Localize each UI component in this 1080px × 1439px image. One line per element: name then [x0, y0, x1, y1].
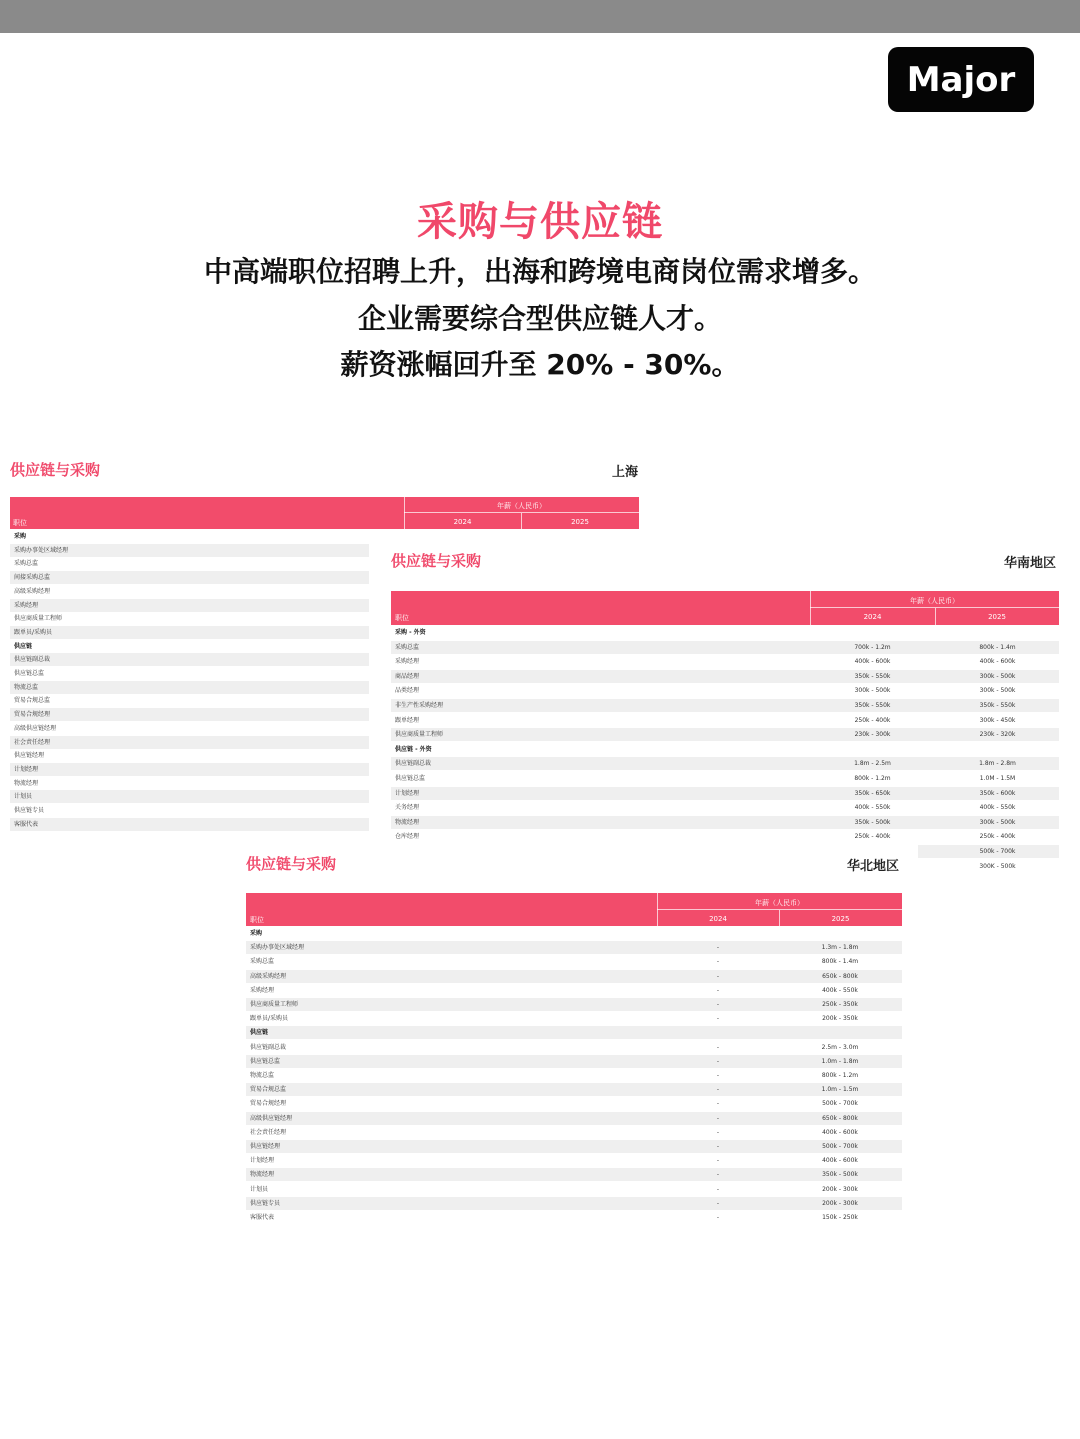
role-cell: 供应链副总裁 — [14, 656, 51, 664]
role-cell: 非生产性采购经理 — [395, 702, 444, 709]
salary-2024-cell: - — [716, 1128, 720, 1136]
table-row — [246, 1055, 902, 1068]
header-role: 职位 — [13, 519, 27, 527]
table-row — [246, 1211, 902, 1224]
table-row — [246, 1012, 902, 1025]
table-row — [246, 1126, 902, 1139]
table-row — [391, 801, 1059, 814]
table-row — [246, 1183, 902, 1196]
role-cell: 贸易合规总监 — [250, 1086, 287, 1094]
role-cell: 供应链总监 — [250, 1057, 281, 1065]
table-row — [10, 818, 369, 831]
table-row — [10, 708, 369, 721]
category-row — [391, 626, 1059, 639]
table-title: 供应链与采购 — [246, 855, 337, 873]
table-row — [391, 772, 1059, 785]
table-row — [391, 699, 1059, 712]
salary-2025-cell: 2.5m - 3.0m — [821, 1043, 859, 1051]
salary-2024-cell: - — [716, 1100, 720, 1108]
table-title: 供应链与采购 — [10, 461, 101, 479]
salary-2024-cell: - — [716, 1015, 720, 1023]
role-cell: 供应商质量工程师 — [250, 1001, 299, 1008]
role-cell: 高级供应链经理 — [250, 1114, 293, 1122]
table-row — [10, 790, 369, 803]
role-cell: 跟单员/采购员 — [250, 1015, 289, 1023]
salary-table-north-china — [228, 840, 918, 1235]
region-label: 华南地区 — [1004, 556, 1057, 571]
role-cell: 供应链经理 — [14, 752, 45, 760]
table-row — [246, 984, 902, 997]
salary-2024-cell: - — [716, 1057, 720, 1065]
salary-2024-cell: 250k - 400k — [854, 716, 891, 724]
category-row — [10, 530, 369, 543]
role-cell: 采购经理 — [250, 986, 275, 994]
table-row — [10, 722, 369, 735]
table-row — [10, 599, 369, 612]
salary-2025-cell: 1.0m - 1.8m — [821, 1057, 859, 1065]
salary-2025-cell: 200k - 350k — [822, 1015, 858, 1023]
table-row — [10, 585, 369, 598]
table-row — [10, 763, 369, 776]
role-cell: 供应链专员 — [250, 1199, 281, 1207]
salary-2024-cell: 350k - 550k — [854, 672, 891, 680]
salary-2024-cell: 350k - 550k — [854, 702, 891, 709]
salary-2024-cell: 400k - 600k — [854, 658, 891, 666]
table-row — [246, 1112, 902, 1125]
header-2024: 2024 — [709, 915, 727, 923]
salary-2024-cell: 1.8m - 2.5m — [854, 760, 891, 768]
salary-2025-cell: 300K - 500k — [979, 862, 1016, 870]
category-row — [246, 1026, 902, 1039]
role-cell: 采购经理 — [14, 601, 39, 609]
role-cell: 高级采购经理 — [14, 587, 51, 595]
role-cell: 高级供应链经理 — [14, 724, 57, 732]
major-logo: Major — [888, 47, 1034, 112]
salary-2024-cell: 300k - 500k — [854, 687, 891, 695]
role-cell: 计划经理 — [14, 765, 39, 773]
salary-2025-cell: 650k - 800k — [822, 972, 858, 980]
role-cell: 采购办事处区域经理 — [250, 944, 305, 952]
salary-2025-cell: 800k - 1.4m — [979, 643, 1016, 651]
salary-2024-cell: 400k - 550k — [854, 804, 891, 812]
table-row — [10, 681, 369, 694]
salary-2024-cell: - — [716, 1001, 720, 1008]
table-row — [10, 626, 369, 639]
headline-line-3: 薪资涨幅回升至 20% - 30%。 — [340, 348, 740, 381]
role-cell: 跟单员/采购员 — [14, 628, 53, 636]
table-row — [246, 1041, 902, 1054]
role-cell: 采购办事处区域经理 — [14, 546, 69, 554]
salary-2025-cell: 400k - 550k — [979, 804, 1016, 812]
role-cell: 采购经理 — [395, 658, 420, 666]
salary-2025-cell: 500k - 700k — [822, 1143, 858, 1150]
table-header — [246, 893, 902, 926]
table-row — [391, 787, 1059, 800]
role-cell: 计划经理 — [250, 1157, 275, 1165]
role-cell: 供应链 - 外资 — [395, 745, 432, 753]
salary-2024-cell: - — [716, 972, 720, 980]
role-cell: 供应商质量工程师 — [14, 615, 63, 623]
header-2025: 2025 — [988, 613, 1006, 621]
table-row — [246, 998, 902, 1011]
table-row — [391, 816, 1059, 829]
salary-2025-cell: 150k - 250k — [822, 1214, 858, 1221]
table-row — [10, 777, 369, 790]
role-cell: 客服代表 — [250, 1214, 275, 1221]
salary-2025-cell: 1.8m - 2.8m — [979, 760, 1016, 768]
salary-2024-cell: 250k - 400k — [854, 833, 891, 841]
table-row — [10, 667, 369, 680]
header-role: 职位 — [395, 614, 409, 622]
salary-2024-cell: - — [716, 1214, 720, 1221]
role-cell: 仓库经理 — [395, 833, 420, 841]
table-row — [10, 544, 369, 557]
header-2024: 2024 — [453, 518, 472, 526]
role-cell: 物流经理 — [14, 779, 39, 787]
salary-2025-cell: 400k - 600k — [822, 1157, 858, 1165]
role-cell: 关务经理 — [395, 804, 420, 812]
salary-2025-cell: 400k - 600k — [979, 658, 1016, 666]
salary-2024-cell: - — [716, 944, 720, 952]
salary-2025-cell: 650k - 800k — [822, 1114, 858, 1122]
salary-2025-cell: 300k - 450k — [979, 716, 1016, 724]
table-row — [246, 1168, 902, 1181]
role-cell: 社会责任经理 — [250, 1128, 287, 1136]
role-cell: 供应链专员 — [14, 807, 45, 814]
table-row — [391, 655, 1059, 668]
table-row — [10, 736, 369, 749]
table-row — [10, 653, 369, 666]
header-2024: 2024 — [863, 613, 882, 621]
role-cell: 供应商质量工程师 — [395, 731, 444, 739]
salary-2024-cell: - — [716, 1157, 720, 1165]
region-label: 上海 — [612, 465, 639, 480]
role-cell: 采购总监 — [14, 560, 39, 568]
table-row — [246, 941, 902, 954]
salary-2024-cell: - — [716, 1185, 720, 1193]
role-cell: 计划员 — [14, 793, 33, 801]
table-row — [246, 1083, 902, 1096]
salary-2024-cell: - — [716, 1072, 720, 1079]
role-cell: 贸易合规经理 — [14, 711, 51, 719]
salary-2025-cell: 500k - 700k — [822, 1100, 858, 1108]
headline-line-1: 中高端职位招聘上升，出海和跨境电商岗位需求增多。 — [203, 255, 876, 288]
category-row — [10, 640, 369, 653]
table-header — [391, 591, 1059, 625]
salary-2024-cell: - — [716, 958, 720, 966]
salary-2025-cell: 350k - 500k — [822, 1171, 858, 1179]
section-title: 采购与供应链 — [417, 199, 663, 245]
salary-2025-cell: 250k - 350k — [822, 1001, 858, 1008]
role-cell: 供应链总监 — [395, 775, 426, 782]
role-cell: 供应链 — [14, 642, 33, 650]
table-row — [10, 557, 369, 570]
salary-2025-cell: 300k - 500k — [979, 687, 1016, 695]
salary-2024-cell: 350k - 500k — [854, 818, 891, 826]
salary-2025-cell: 350k - 600k — [979, 789, 1016, 797]
role-cell: 供应链副总裁 — [250, 1043, 287, 1051]
header-salary: 年薪（人民币） — [910, 597, 959, 605]
table-row — [246, 1197, 902, 1210]
header-2025: 2025 — [831, 915, 850, 923]
role-cell: 采购 - 外资 — [395, 629, 426, 636]
table-row — [10, 749, 369, 762]
salary-2025-cell: 230k - 320k — [979, 731, 1016, 739]
salary-2025-cell: 400k - 600k — [822, 1128, 858, 1136]
category-row — [246, 927, 902, 940]
role-cell: 物流总监 — [250, 1072, 275, 1079]
salary-2025-cell: 1.0m - 1.5m — [821, 1086, 859, 1094]
role-cell: 供应链经理 — [250, 1143, 281, 1150]
salary-2025-cell: 200k - 300k — [822, 1185, 858, 1193]
salary-2025-cell: 800k - 1.4m — [821, 958, 859, 966]
role-cell: 采购总监 — [395, 643, 420, 651]
salary-2025-cell: 500k - 700k — [979, 848, 1016, 855]
table-row — [10, 612, 369, 625]
role-cell: 供应链总监 — [14, 670, 45, 677]
role-cell: 物流经理 — [395, 818, 420, 826]
role-cell: 物流总监 — [14, 683, 39, 691]
role-cell: 供应链副总裁 — [395, 760, 432, 768]
header-salary: 年薪（人民币） — [497, 502, 546, 510]
role-cell: 贸易合规经理 — [250, 1100, 287, 1108]
table-row — [10, 694, 369, 707]
salary-2024-cell: - — [716, 1199, 720, 1207]
salary-2025-cell: 200k - 300k — [822, 1199, 858, 1207]
role-cell: 高级采购经理 — [250, 972, 287, 980]
role-cell: 供应链 — [250, 1029, 269, 1037]
table-row — [246, 955, 902, 968]
role-cell: 计划经理 — [395, 789, 420, 797]
salary-2024-cell: - — [716, 1143, 720, 1150]
salary-2025-cell: 250k - 400k — [979, 833, 1016, 841]
region-label: 华北地区 — [847, 859, 900, 874]
table-row — [391, 714, 1059, 727]
role-cell: 跟单经理 — [395, 716, 420, 724]
salary-2024-cell: 700k - 1.2m — [854, 643, 891, 651]
role-cell: 采购 — [14, 533, 27, 540]
salary-2024-cell: - — [716, 1114, 720, 1122]
role-cell: 采购 — [250, 930, 263, 937]
salary-2024-cell: - — [716, 1171, 720, 1179]
table-row — [391, 670, 1059, 683]
table-row — [391, 641, 1059, 654]
table-title: 供应链与采购 — [391, 552, 482, 570]
role-cell: 计划员 — [250, 1185, 269, 1193]
role-cell: 间接采购总监 — [14, 574, 51, 582]
salary-2025-cell: 800k - 1.2m — [821, 1072, 859, 1079]
table-row — [391, 684, 1059, 697]
salary-2025-cell: 400k - 550k — [822, 986, 858, 994]
salary-2024-cell: 350k - 650k — [854, 789, 891, 797]
role-cell: 物流经理 — [250, 1171, 275, 1179]
salary-table-south-china — [370, 540, 1065, 875]
salary-2024-cell: - — [716, 986, 720, 994]
table-row — [391, 728, 1059, 741]
table-header — [10, 497, 639, 529]
header-salary: 年薪（人民币） — [755, 899, 804, 907]
table-row — [391, 757, 1059, 770]
salary-2025-cell: 300k - 500k — [979, 818, 1016, 826]
salary-2025-cell: 1.3m - 1.8m — [821, 944, 859, 952]
role-cell: 贸易合规总监 — [14, 697, 51, 705]
table-row — [246, 1154, 902, 1167]
table-row — [246, 1140, 902, 1153]
salary-2025-cell: 1.0M - 1.5M — [979, 775, 1016, 782]
role-cell: 商品经理 — [395, 672, 420, 680]
salary-2024-cell: - — [716, 1086, 720, 1094]
top-bar — [0, 0, 1080, 33]
role-cell: 品类经理 — [395, 687, 420, 695]
header-2025: 2025 — [571, 518, 589, 526]
table-row — [10, 804, 369, 817]
table-row — [246, 1069, 902, 1082]
salary-2025-cell: 300k - 500k — [979, 672, 1016, 680]
header-role: 职位 — [250, 916, 264, 924]
table-row — [246, 1097, 902, 1110]
headline-line-2: 企业需要综合型供应链人才。 — [357, 302, 722, 335]
table-row — [246, 970, 902, 983]
role-cell: 客服代表 — [14, 820, 39, 828]
category-row — [391, 743, 1059, 756]
salary-2025-cell: 350k - 550k — [979, 702, 1016, 709]
salary-2024-cell: - — [716, 1043, 720, 1051]
salary-2024-cell: 230k - 300k — [854, 731, 891, 739]
table-row — [10, 571, 369, 584]
salary-2024-cell: 800k - 1.2m — [854, 775, 891, 782]
role-cell: 采购总监 — [250, 958, 275, 966]
role-cell: 社会责任经理 — [14, 738, 51, 746]
